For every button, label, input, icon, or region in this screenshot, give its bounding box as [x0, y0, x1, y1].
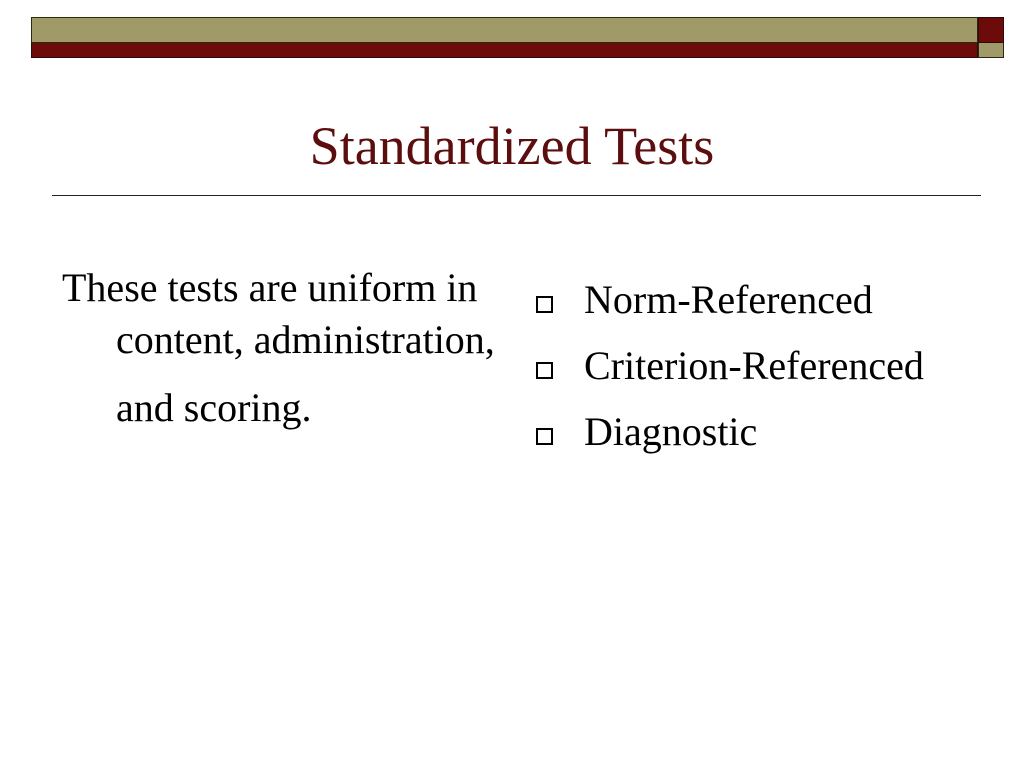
header-bar-maroon	[31, 43, 978, 58]
header-square-maroon	[978, 17, 1004, 43]
bullet-item-criterion-referenced	[532, 340, 1002, 392]
left-paragraph-main: These tests are uniform in content, administration,	[62, 265, 495, 362]
hollow-square-bullet-icon	[536, 428, 553, 445]
title-divider	[52, 195, 981, 196]
bullet-item-diagnostic	[532, 406, 1002, 458]
slide-title: Standardized Tests	[309, 116, 715, 176]
bullet-label: Criterion-Referenced	[584, 343, 924, 388]
header-square-olive	[978, 43, 1004, 58]
left-paragraph-last-line: and scoring.	[116, 385, 312, 430]
hollow-square-bullet-icon	[536, 362, 553, 379]
bullet-label: Norm-Referenced	[584, 277, 873, 322]
bullet-list	[532, 274, 1002, 472]
left-paragraph	[62, 262, 516, 434]
bullet-item-norm-referenced	[532, 274, 1002, 326]
hollow-square-bullet-icon	[536, 296, 553, 313]
header-bar-olive	[31, 17, 978, 43]
bullet-label: Diagnostic	[584, 409, 758, 454]
